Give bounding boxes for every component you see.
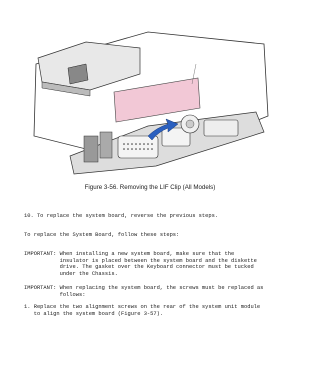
- step-10-text: 10. To replace the system board, reverse the previous steps.: [24, 213, 219, 219]
- important-note-1: [24, 251, 257, 277]
- system-board-illustration: [28, 24, 272, 184]
- important-note-2: [24, 285, 263, 298]
- important-note-1-line: under the Chassis.: [24, 270, 118, 277]
- important-note-1-line: IMPORTANT: When installing a new system board, make sure that the: [24, 251, 235, 257]
- important-note-1-line: drive. The gasket over the Keyboard connector must be tucked: [24, 264, 254, 271]
- step-1: [24, 304, 260, 317]
- important-note-1-line: insulator is placed between the system board and the diskette: [24, 257, 257, 264]
- figure-caption: Figure 3-56. Removing the LIF Clip (All Models): [84, 184, 216, 191]
- important-note-2-line: IMPORTANT: When replacing the system board, the screws must be replaced as: [24, 285, 264, 291]
- step-1-line: to align the system board (Figure 3-57).: [24, 310, 164, 317]
- important-note-2-line: follows:: [24, 291, 86, 298]
- intro-text: To replace the System Board, follow these steps:: [24, 232, 180, 238]
- step-1-line: 1. Replace the two alignment screws on the rear of the system unit module: [24, 304, 261, 310]
